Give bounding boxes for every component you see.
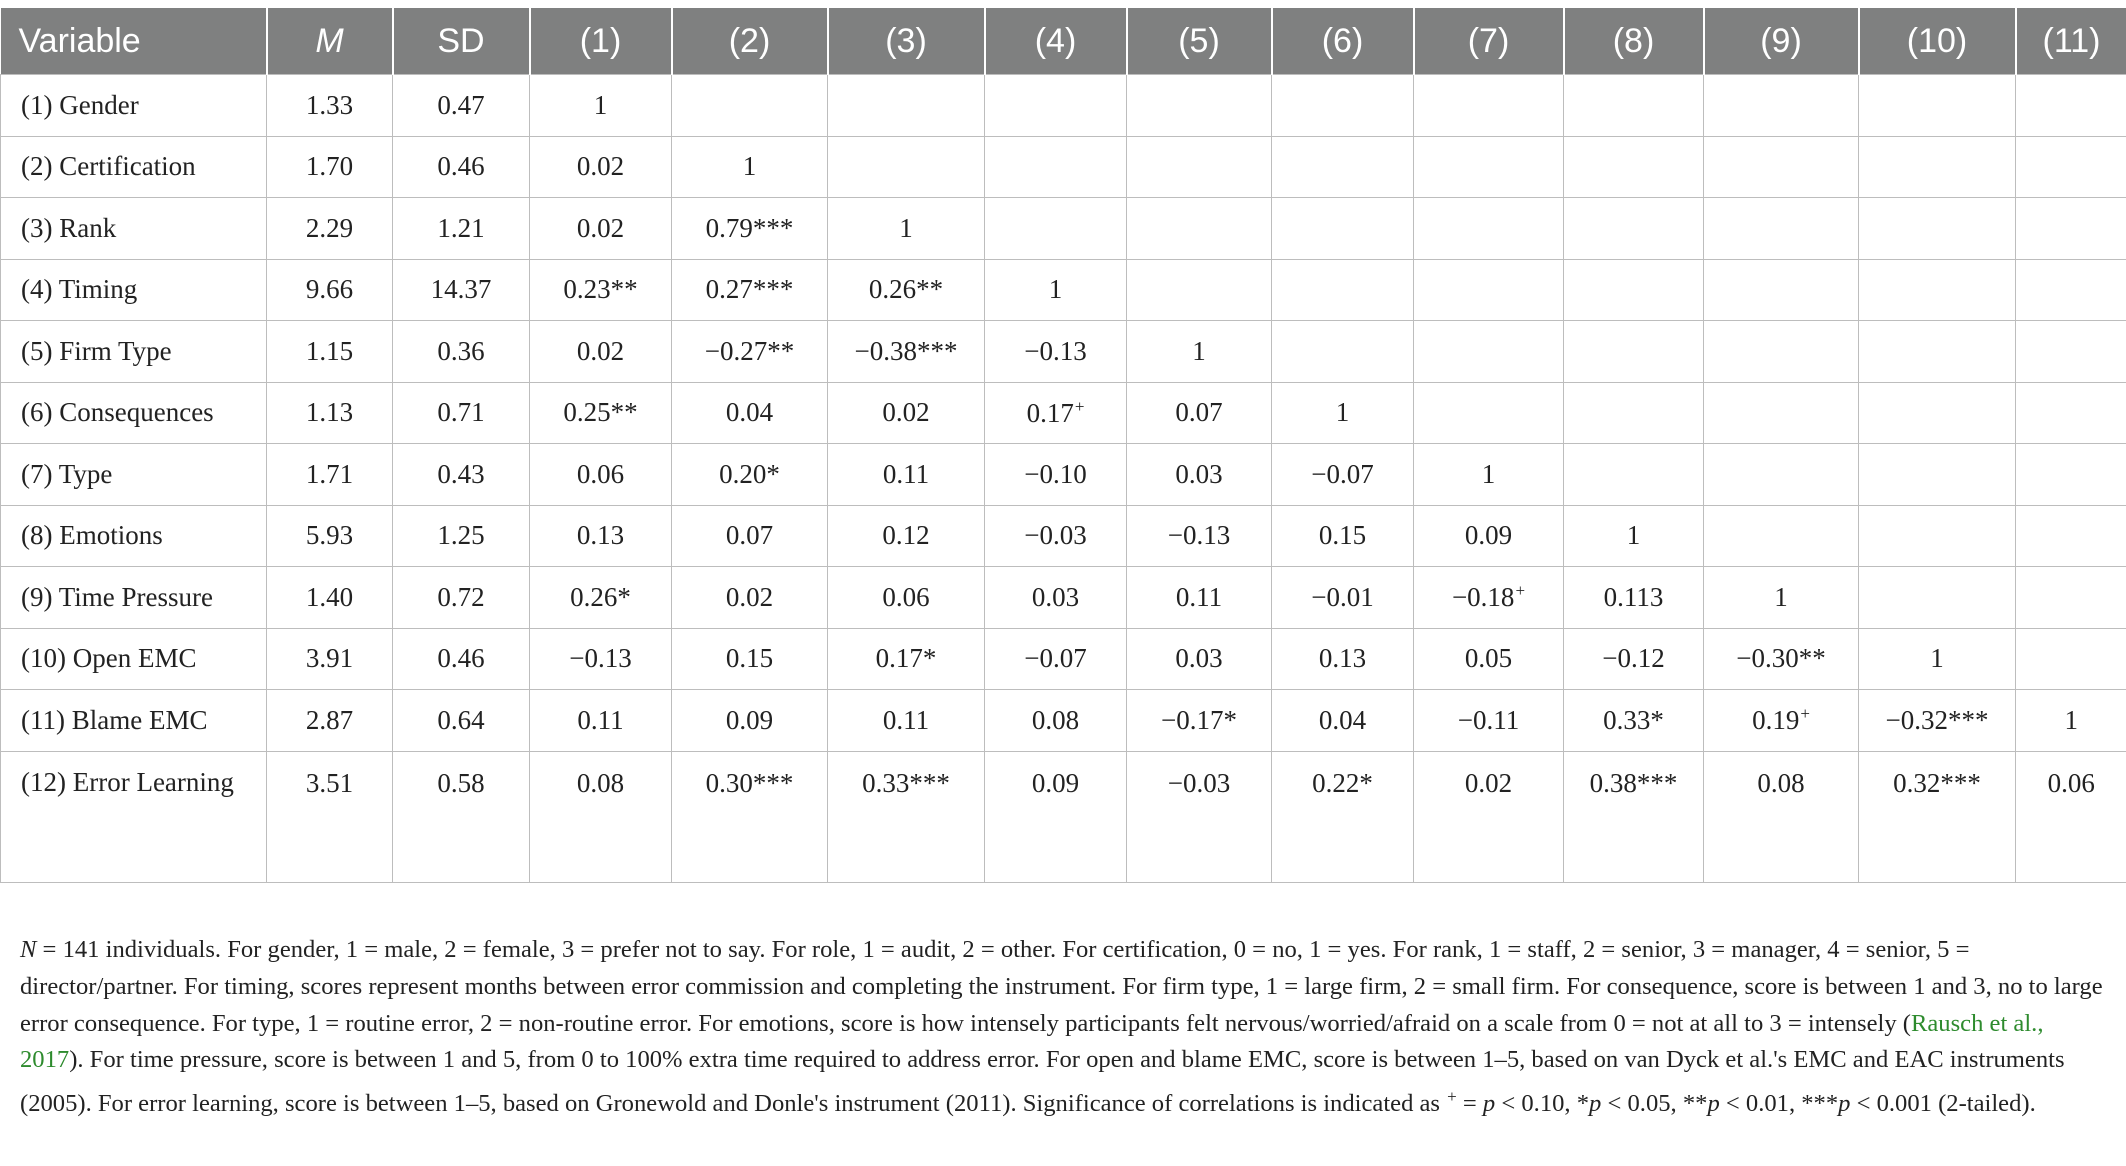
footnote-n-label: N — [20, 936, 37, 963]
cell-correlation: 0.12 — [828, 505, 985, 567]
cell-mean: 9.66 — [267, 259, 393, 321]
footnote-text-part-2: ). For time pressure, score is between 1 and 5, from 0 to 100% extra time required to address error. For open and blame EMC, score is between 1–5, based on van Dyck et al.'s EMC and EAC instruments (2005). For error learning, score is between 1–5, based on Gronewold and Donle's instrument (2011). Significance of correlations is indicated as — [20, 1046, 2065, 1118]
cell-correlation: 0.13 — [530, 505, 672, 567]
header-col-10: (10) — [1859, 8, 2016, 75]
table-header-row — [1, 8, 2126, 75]
p-variable: p — [1589, 1090, 1602, 1118]
cell-correlation: 0.06 — [828, 567, 985, 629]
cell-correlation: 0.02 — [1414, 751, 1564, 882]
cell-correlation — [1859, 444, 2016, 506]
cell-correlation — [2016, 198, 2126, 260]
cell-correlation: 1 — [1127, 321, 1272, 383]
cell-mean: 3.51 — [267, 751, 393, 882]
correlation-table — [0, 8, 2126, 883]
cell-correlation: −0.17* — [1127, 690, 1272, 752]
header-variable: Variable — [1, 8, 267, 75]
cell-correlation: 1 — [530, 75, 672, 137]
cell-correlation — [1272, 198, 1414, 260]
row-variable-label: (2) Certification — [1, 136, 267, 198]
cell-correlation — [1859, 382, 2016, 444]
cell-correlation: 0.11 — [1127, 567, 1272, 629]
row-variable-label: (10) Open EMC — [1, 628, 267, 690]
significance-plus-marker: + — [1800, 704, 1810, 724]
cell-correlation — [1704, 505, 1859, 567]
cell-correlation: 0.02 — [530, 198, 672, 260]
cell-correlation — [1272, 136, 1414, 198]
cell-mean: 1.33 — [267, 75, 393, 137]
row-variable-label: (11) Blame EMC — [1, 690, 267, 752]
cell-correlation — [2016, 628, 2126, 690]
cell-correlation: −0.38*** — [828, 321, 985, 383]
cell-correlation: 0.02 — [530, 321, 672, 383]
header-col-1: (1) — [530, 8, 672, 75]
cell-correlation: 0.08 — [985, 690, 1127, 752]
cell-correlation: −0.03 — [985, 505, 1127, 567]
cell-correlation: 0.17+ — [985, 382, 1127, 444]
p-variable: p — [1707, 1090, 1720, 1118]
cell-correlation: −0.27** — [672, 321, 828, 383]
sig-plus-threshold: < 0.10, — [1495, 1090, 1571, 1118]
cell-correlation: 0.38*** — [1564, 751, 1704, 882]
row-variable-label: (4) Timing — [1, 259, 267, 321]
header-col-11: (11) — [2016, 8, 2126, 75]
cell-correlation — [1127, 75, 1272, 137]
cell-correlation: −0.03 — [1127, 751, 1272, 882]
cell-correlation — [1704, 259, 1859, 321]
cell-correlation: −0.13 — [1127, 505, 1272, 567]
cell-correlation: 0.13 — [1272, 628, 1414, 690]
cell-correlation — [1704, 198, 1859, 260]
p-variable: p — [1838, 1090, 1851, 1118]
cell-correlation: 0.32*** — [1859, 751, 2016, 882]
cell-correlation: 0.06 — [530, 444, 672, 506]
table-body — [1, 75, 2126, 883]
cell-sd: 0.72 — [393, 567, 530, 629]
cell-mean: 3.91 — [267, 628, 393, 690]
table-footnote — [20, 932, 2110, 1123]
cell-correlation — [1859, 198, 2016, 260]
cell-correlation — [2016, 75, 2126, 137]
cell-correlation: 0.03 — [1127, 628, 1272, 690]
cell-correlation: 0.05 — [1414, 628, 1564, 690]
cell-correlation — [1272, 259, 1414, 321]
cell-correlation — [1859, 136, 2016, 198]
table-row — [1, 690, 2126, 752]
cell-correlation — [1704, 444, 1859, 506]
row-variable-label: (6) Consequences — [1, 382, 267, 444]
cell-correlation — [828, 75, 985, 137]
significance-plus-marker: + — [1074, 396, 1085, 416]
cell-correlation — [2016, 136, 2126, 198]
table-row — [1, 628, 2126, 690]
cell-sd: 0.47 — [393, 75, 530, 137]
sig-plus-symbol: + — [1447, 1087, 1457, 1107]
cell-correlation — [1414, 75, 1564, 137]
cell-mean: 2.87 — [267, 690, 393, 752]
cell-correlation — [985, 198, 1127, 260]
cell-correlation: 0.11 — [530, 690, 672, 752]
row-variable-label: (5) Firm Type — [1, 321, 267, 383]
cell-correlation: −0.32*** — [1859, 690, 2016, 752]
header-col-8: (8) — [1564, 8, 1704, 75]
sig1-stars: * — [1570, 1090, 1590, 1118]
header-col-7: (7) — [1414, 8, 1564, 75]
cell-correlation: 1 — [1859, 628, 2016, 690]
cell-correlation: 0.09 — [1414, 505, 1564, 567]
cell-sd: 14.37 — [393, 259, 530, 321]
cell-correlation — [1127, 136, 1272, 198]
cell-correlation — [2016, 567, 2126, 629]
row-variable-label: (8) Emotions — [1, 505, 267, 567]
cell-correlation — [2016, 321, 2126, 383]
cell-correlation — [2016, 382, 2126, 444]
cell-correlation — [2016, 444, 2126, 506]
cell-correlation: 0.26* — [530, 567, 672, 629]
cell-mean: 1.70 — [267, 136, 393, 198]
cell-sd: 1.21 — [393, 198, 530, 260]
cell-correlation: 0.04 — [1272, 690, 1414, 752]
cell-correlation: 0.08 — [530, 751, 672, 882]
cell-correlation — [1414, 136, 1564, 198]
cell-correlation — [1564, 75, 1704, 137]
sig-plus-equals: = — [1456, 1090, 1483, 1118]
row-variable-label: (7) Type — [1, 444, 267, 506]
table-row — [1, 444, 2126, 506]
table-row — [1, 136, 2126, 198]
cell-correlation — [1704, 136, 1859, 198]
cell-correlation — [1414, 198, 1564, 260]
table-row — [1, 751, 2126, 882]
cell-sd: 0.43 — [393, 444, 530, 506]
cell-correlation: 0.02 — [530, 136, 672, 198]
row-variable-label: (12) Error Learning — [1, 751, 267, 882]
cell-correlation: 0.27*** — [672, 259, 828, 321]
cell-correlation — [1127, 259, 1272, 321]
sig2-threshold: < 0.01, *** — [1719, 1090, 1839, 1118]
cell-correlation — [1859, 321, 2016, 383]
cell-correlation — [985, 136, 1127, 198]
cell-correlation — [1564, 321, 1704, 383]
cell-correlation: 0.06 — [2016, 751, 2126, 882]
cell-sd: 0.58 — [393, 751, 530, 882]
cell-correlation: 1 — [828, 198, 985, 260]
cell-correlation: 1 — [1414, 444, 1564, 506]
cell-correlation: 0.25** — [530, 382, 672, 444]
footnote-text-part-1: = 141 individuals. For gender, 1 = male, 2 = female, 3 = prefer not to say. For role, 1 = audit, 2 = other. For certification, 0 = no, 1 = yes. For rank, 1 = staff, 2 = senior, 3 = manager, 4 = senior, 5 = director/partner. For timing, scores represent months between error commission and completing the instrument. For firm type, 1 = large firm, 2 = small firm. For consequence, score is between 1 and 3, no to large error consequence. For type, 1 = routine error, 2 = non-routine error. For emotions, score is how intensely participants felt nervous/worried/afraid on a scale from 0 = not at all to 3 = intensely ( — [20, 936, 2103, 1037]
cell-correlation — [1414, 321, 1564, 383]
cell-correlation — [1704, 321, 1859, 383]
cell-correlation: 0.23** — [530, 259, 672, 321]
cell-correlation: 1 — [1272, 382, 1414, 444]
cell-correlation — [1272, 75, 1414, 137]
cell-correlation: 1 — [1564, 505, 1704, 567]
table-row — [1, 75, 2126, 137]
cell-mean: 1.15 — [267, 321, 393, 383]
cell-correlation — [1564, 259, 1704, 321]
cell-correlation — [1704, 382, 1859, 444]
cell-correlation: −0.10 — [985, 444, 1127, 506]
cell-correlation: 1 — [672, 136, 828, 198]
cell-correlation: −0.13 — [530, 628, 672, 690]
cell-correlation: 0.33* — [1564, 690, 1704, 752]
header-col-5: (5) — [1127, 8, 1272, 75]
cell-correlation — [1859, 567, 2016, 629]
cell-correlation — [1272, 321, 1414, 383]
header-col-6: (6) — [1272, 8, 1414, 75]
table-row — [1, 259, 2126, 321]
cell-correlation — [1859, 259, 2016, 321]
cell-correlation: 0.02 — [828, 382, 985, 444]
cell-correlation: 0.02 — [672, 567, 828, 629]
cell-correlation: 0.11 — [828, 690, 985, 752]
cell-correlation: 0.113 — [1564, 567, 1704, 629]
cell-correlation — [1414, 382, 1564, 444]
sig3-threshold: < 0.001 (2-tailed). — [1850, 1090, 2036, 1118]
cell-correlation: 0.09 — [672, 690, 828, 752]
table-row — [1, 198, 2126, 260]
cell-correlation: 0.20* — [672, 444, 828, 506]
cell-correlation: −0.30** — [1704, 628, 1859, 690]
cell-correlation: −0.07 — [985, 628, 1127, 690]
cell-correlation: 0.08 — [1704, 751, 1859, 882]
header-col-4: (4) — [985, 8, 1127, 75]
cell-sd: 0.46 — [393, 136, 530, 198]
cell-correlation — [1704, 75, 1859, 137]
cell-sd: 0.36 — [393, 321, 530, 383]
cell-correlation: 0.11 — [828, 444, 985, 506]
row-variable-label: (3) Rank — [1, 198, 267, 260]
p-variable: p — [1482, 1090, 1496, 1118]
citation-link[interactable]: Rausch et al., 2017 — [20, 1009, 2044, 1074]
header-mean: M — [267, 8, 393, 75]
cell-correlation — [1127, 198, 1272, 260]
significance-plus-marker: + — [1515, 581, 1526, 601]
row-variable-label: (9) Time Pressure — [1, 567, 267, 629]
table-row — [1, 505, 2126, 567]
cell-correlation: −0.13 — [985, 321, 1127, 383]
cell-correlation: 0.03 — [1127, 444, 1272, 506]
cell-correlation: 0.07 — [672, 505, 828, 567]
cell-correlation — [828, 136, 985, 198]
cell-correlation: 0.33*** — [828, 751, 985, 882]
cell-correlation: −0.18+ — [1414, 567, 1564, 629]
cell-correlation — [1859, 75, 2016, 137]
cell-correlation: 0.04 — [672, 382, 828, 444]
cell-correlation: −0.11 — [1414, 690, 1564, 752]
header-sd: SD — [393, 8, 530, 75]
cell-sd: 0.64 — [393, 690, 530, 752]
cell-sd: 0.46 — [393, 628, 530, 690]
cell-sd: 0.71 — [393, 382, 530, 444]
cell-correlation: 0.17* — [828, 628, 985, 690]
cell-correlation: −0.12 — [1564, 628, 1704, 690]
cell-correlation: −0.07 — [1272, 444, 1414, 506]
cell-mean: 5.93 — [267, 505, 393, 567]
cell-correlation — [1564, 382, 1704, 444]
table-row — [1, 321, 2126, 383]
cell-correlation: 1 — [2016, 690, 2126, 752]
cell-mean: 1.71 — [267, 444, 393, 506]
cell-mean: 1.13 — [267, 382, 393, 444]
row-variable-label: (1) Gender — [1, 75, 267, 137]
cell-correlation: 0.26** — [828, 259, 985, 321]
cell-correlation — [1564, 198, 1704, 260]
header-col-9: (9) — [1704, 8, 1859, 75]
cell-correlation: 0.19+ — [1704, 690, 1859, 752]
cell-correlation: 0.22* — [1272, 751, 1414, 882]
cell-correlation: 0.30*** — [672, 751, 828, 882]
cell-correlation — [2016, 259, 2126, 321]
sig1-threshold: < 0.05, ** — [1601, 1090, 1708, 1118]
cell-correlation: −0.01 — [1272, 567, 1414, 629]
cell-correlation: 0.09 — [985, 751, 1127, 882]
cell-correlation: 0.03 — [985, 567, 1127, 629]
cell-correlation: 0.15 — [1272, 505, 1414, 567]
header-col-2: (2) — [672, 8, 828, 75]
cell-correlation — [672, 75, 828, 137]
cell-correlation — [2016, 505, 2126, 567]
cell-correlation: 1 — [1704, 567, 1859, 629]
cell-correlation: 0.15 — [672, 628, 828, 690]
cell-correlation — [1564, 444, 1704, 506]
cell-correlation: 1 — [985, 259, 1127, 321]
table-row — [1, 382, 2126, 444]
header-col-3: (3) — [828, 8, 985, 75]
cell-mean: 2.29 — [267, 198, 393, 260]
cell-correlation — [985, 75, 1127, 137]
cell-mean: 1.40 — [267, 567, 393, 629]
correlation-table-container — [0, 8, 2126, 883]
cell-correlation: 0.07 — [1127, 382, 1272, 444]
cell-correlation — [1564, 136, 1704, 198]
cell-correlation — [1414, 259, 1564, 321]
cell-correlation: 0.79*** — [672, 198, 828, 260]
cell-correlation — [1859, 505, 2016, 567]
cell-sd: 1.25 — [393, 505, 530, 567]
table-row — [1, 567, 2126, 629]
